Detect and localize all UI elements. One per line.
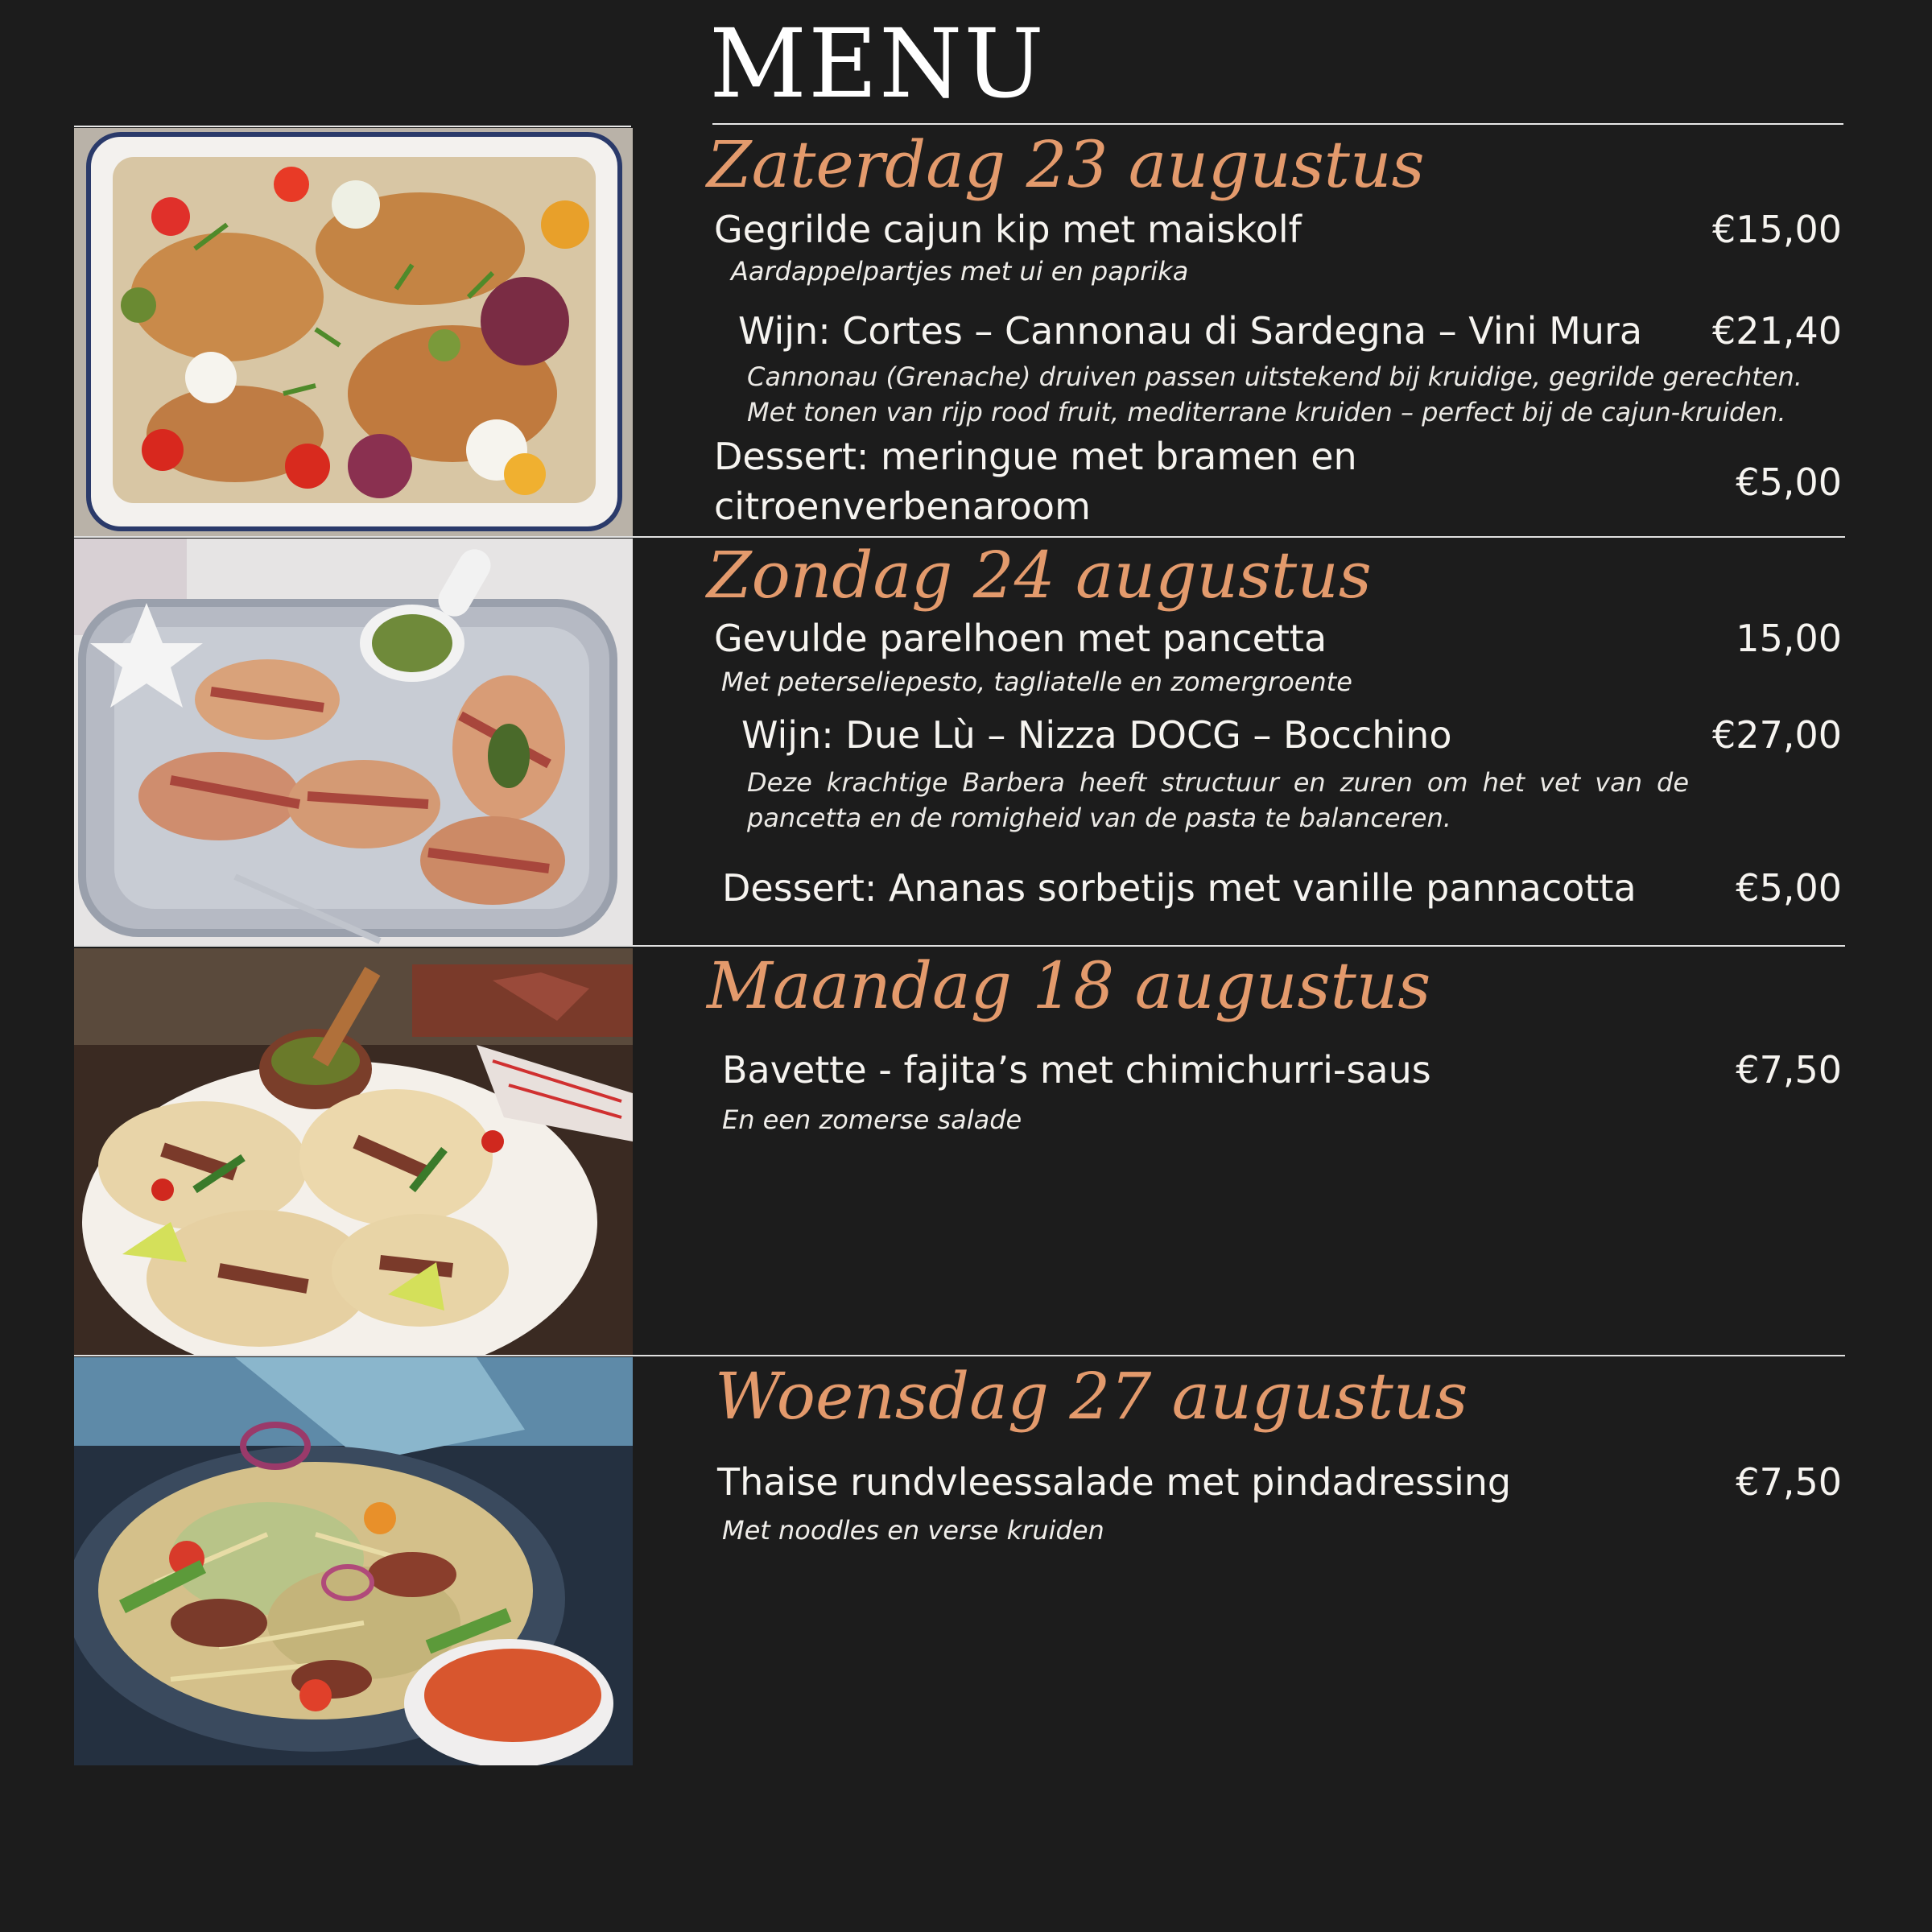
dish-description: En een zomerse salade: [722, 1104, 1022, 1135]
divider: [74, 945, 1845, 947]
dish-name: Bavette - fajita’s met chimichurri-saus: [722, 1048, 1431, 1092]
wine-note: Deze krachtige Barbera heeft structuur en zuren om het vet van de pancetta en de romigheid van de pasta te balanceren.: [747, 767, 1689, 833]
thai-beef-salad-photo: [74, 1357, 633, 1765]
wine-name: Wijn: Cortes – Cannonau di Sardegna – Vini Mura: [738, 309, 1643, 353]
dessert-price: €5,00: [1736, 866, 1842, 910]
wine-name: Wijn: Due Lù – Nizza DOCG – Bocchino: [741, 713, 1452, 757]
day-heading: Woensdag 27 augustus: [715, 1359, 1468, 1434]
dish-description: Aardappelpartjes met ui en paprika: [731, 256, 1189, 287]
day-heading: Zaterdag 23 augustus: [707, 127, 1425, 202]
dish-name: Gevulde parelhoen met pancetta: [714, 617, 1327, 660]
wine-price: €21,40: [1712, 309, 1842, 353]
day-heading: Zondag 24 augustus: [707, 538, 1372, 613]
dish-price: €7,50: [1736, 1048, 1842, 1092]
divider: [712, 123, 1843, 125]
dish-name: Gegrilde cajun kip met maiskolf: [714, 208, 1302, 251]
dish-price: €15,00: [1712, 208, 1842, 251]
wine-price: €27,00: [1712, 713, 1842, 757]
dessert-name: Dessert: Ananas sorbetijs met vanille pannacotta: [722, 866, 1637, 910]
divider: [74, 1355, 1845, 1356]
dessert-price: €5,00: [1736, 460, 1842, 504]
roast-chicken-tray-photo: [74, 128, 633, 536]
wine-note-line: Cannonau (Grenache) druiven passen uitstekend bij kruidige, gegrilde gerechten.: [747, 361, 1802, 392]
stuffed-guinea-fowl-pancetta-photo: [74, 539, 633, 947]
dish-price: 15,00: [1736, 617, 1842, 660]
wine-note-line: Met tonen van rijp rood fruit, mediterrane kruiden – perfect bij de cajun-kruiden.: [747, 397, 1786, 427]
menu-title: MENU: [709, 8, 1046, 119]
day-heading: Maandag 18 augustus: [707, 948, 1431, 1023]
divider: [74, 126, 631, 127]
dessert-name: Dessert: meringue met bramen en: [714, 435, 1357, 478]
dish-description: Met noodles en verse kruiden: [722, 1515, 1104, 1546]
wine-note: [747, 359, 1810, 430]
bavette-fajitas-photo: [74, 948, 633, 1356]
dish-price: €7,50: [1736, 1460, 1842, 1504]
dish-description: Met peterseliepesto, tagliatelle en zomergroente: [721, 667, 1352, 697]
dessert-name-line2: citroenverbenaroom: [714, 485, 1091, 528]
dish-name: Thaise rundvleessalade met pindadressing: [717, 1460, 1512, 1504]
